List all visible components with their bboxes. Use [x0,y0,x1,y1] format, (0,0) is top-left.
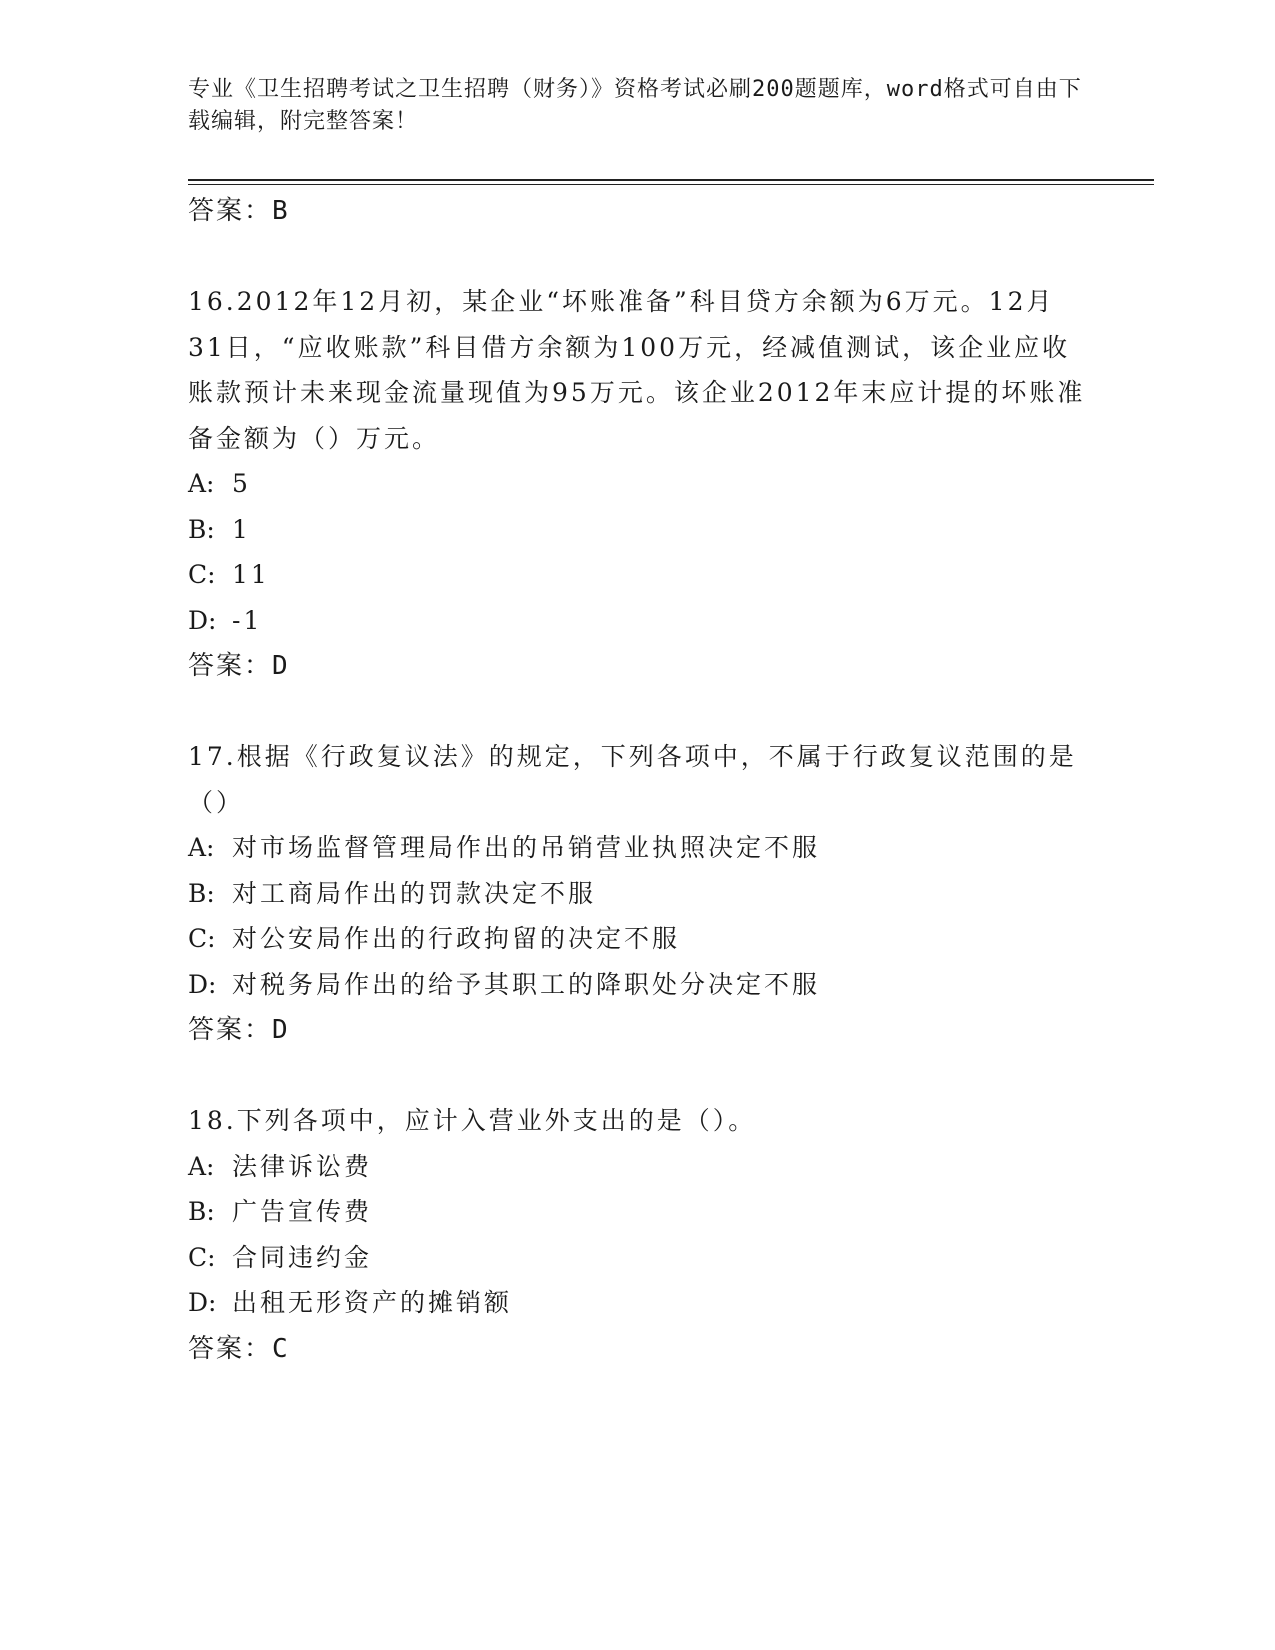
answer-value: D [272,1015,290,1045]
question-stem: 17.根据《行政复议法》的规定，下列各项中，不属于行政复议范围的是（） [188,742,1077,817]
option-c [188,552,1088,598]
option-text: -1 [232,605,263,635]
option-key: D: [188,605,217,635]
answer-label: 答案： [188,1333,273,1364]
question-stem: 18.下列各项中，应计入营业外支出的是（）。 [188,1106,757,1135]
option-a [188,825,1088,871]
answer-line [188,188,1088,234]
answer-line [188,643,1088,689]
question-stem: 16.2012年12月初，某企业“坏账准备”科目贷方余额为6万元。12月31日，“应收账款”科目借方余额为100万元，经减值测试，该企业应收账款预计未来现金流量现值为95万元。该企业2012年末应计提的坏账准备金额为（）万元。 [188,287,1086,453]
option-text: 广告宣传费 [232,1197,373,1226]
option-text: 对市场监督管理局作出的吊销营业执照决定不服 [232,833,821,862]
question-block [188,734,1088,1053]
option-key: D: [188,969,217,999]
option-key: A: [188,1151,215,1181]
option-key: B: [188,1197,215,1226]
option-key: C: [188,1242,216,1272]
option-b [188,871,1088,917]
option-text: 对公安局作出的行政拘留的决定不服 [232,924,681,953]
answer-label: 答案： [188,196,273,226]
option-key: C: [188,560,216,589]
option-text: 法律诉讼费 [232,1151,373,1181]
header-divider [188,179,1154,185]
answer-value: D [272,651,290,681]
option-text: 对工商局作出的罚款决定不服 [232,878,597,908]
option-c [188,916,1088,962]
document-body [188,188,1088,1372]
option-key: D: [188,1288,217,1317]
option-a [188,1144,1088,1190]
answer-line [188,1007,1088,1053]
option-a [188,461,1088,507]
option-b [188,1189,1088,1235]
page-header [188,74,1088,138]
option-text: 出租无形资产的摊销额 [232,1288,513,1317]
option-key: A: [188,833,215,862]
option-key: B: [188,878,215,908]
option-text: 5 [232,469,251,498]
option-key: C: [188,924,216,953]
option-text: 对税务局作出的给予其职工的降职处分决定不服 [232,969,821,999]
answer-label: 答案： [188,651,273,681]
answer-value: B [272,196,290,226]
answer-line [188,1326,1088,1372]
option-text: 1 [232,514,251,544]
answer-label: 答案： [188,1015,273,1045]
question-block [188,1098,1088,1372]
option-d [188,962,1088,1008]
option-key: B: [188,514,215,544]
option-text: 11 [232,560,270,589]
option-text: 合同违约金 [232,1242,373,1272]
header-text: 专业《卫生招聘考试之卫生招聘（财务）》资格考试必刷200题题库，word格式可自由下载编辑，附完整答案！ [188,77,1082,134]
question-block [188,279,1088,689]
option-d [188,598,1088,644]
option-key: A: [188,469,215,498]
answer-value: C [272,1333,290,1364]
option-c [188,1235,1088,1281]
option-d [188,1280,1088,1326]
option-b [188,507,1088,553]
